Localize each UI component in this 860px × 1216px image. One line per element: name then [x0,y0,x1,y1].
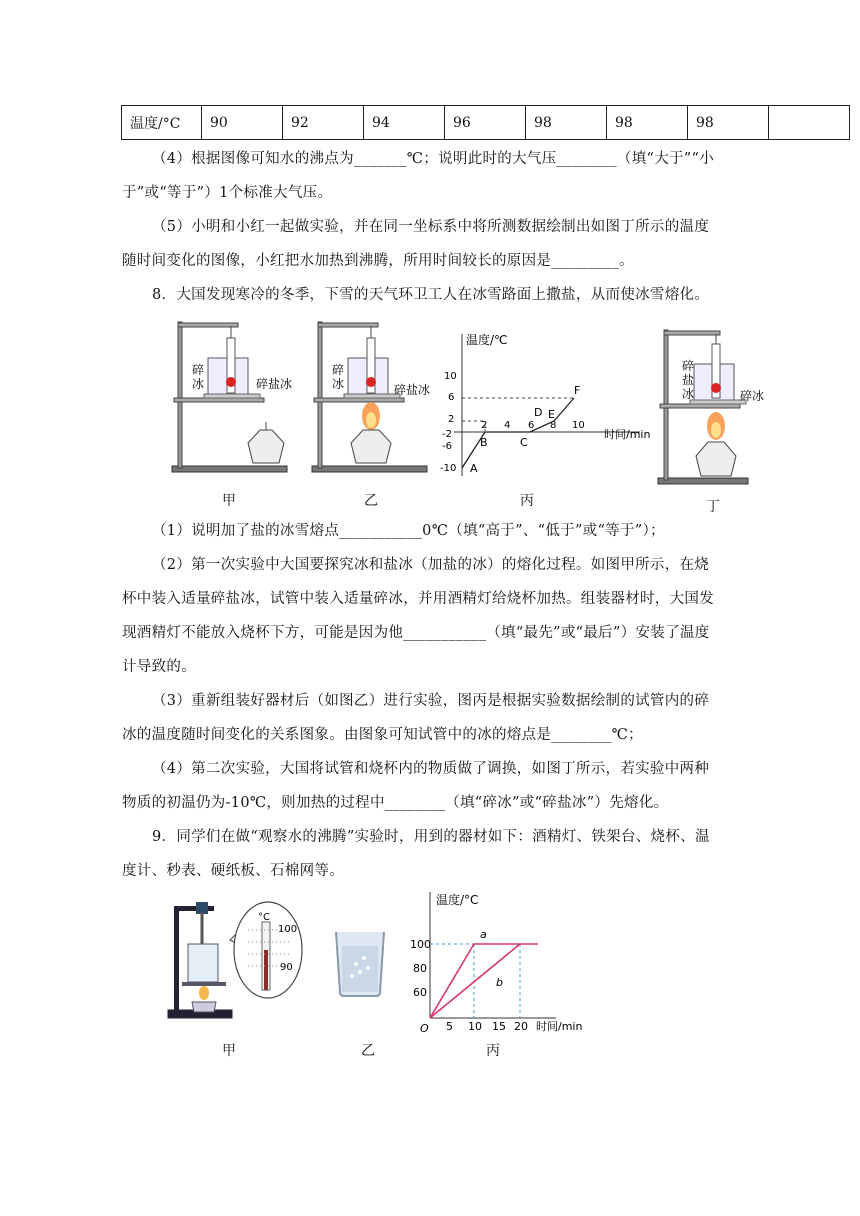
temperature-table [121,105,850,140]
q8-figure-jia [168,318,293,478]
salt-ice-label: 冰 [682,387,695,401]
table-header-cell: 温度/°C [122,106,202,140]
y-tick-label: -2 [442,429,452,440]
table-row [122,106,850,140]
q8-part2-line3: 现酒精灯不能放入烧杯下方，可能是因为他___________（填“最先”或“最后”）安装了温度 [122,625,710,641]
point-label: F [574,384,581,397]
y-tick-label: 2 [448,414,455,425]
x-tick-label: 10 [468,1020,482,1033]
salt-ice-label: 盐 [682,373,695,387]
y-tick-label: 10 [444,371,457,382]
y-tick-label: -6 [442,441,452,452]
x-tick-label: 4 [504,420,511,431]
y-axis-label: 温度/℃ [466,333,508,347]
origin-label: O [420,1022,429,1035]
thermometer-mark-90: 90 [280,962,293,973]
table-cell [769,106,850,140]
y-tick-label: 80 [413,962,427,975]
salt-ice-label: 碎盐冰 [394,383,431,397]
table-cell: 98 [526,106,607,140]
figure-caption: 丁 [706,499,720,515]
table-cell: 96 [445,106,526,140]
y-tick-label: -10 [440,463,457,474]
q8-figure-yi [308,318,433,478]
q8-part4-line2: 物质的初温仍为-10℃，则加热的过程中________（填“碎冰”或“碎盐冰”）先熔化。 [122,795,669,811]
q8-part3-line2: 冰的温度随时间变化的关系图象。由图象可知试管中的冰的熔点是________℃； [122,727,643,743]
q7-part4-line2: 于”或“等于”）1个标准大气压。 [122,185,333,201]
ice-label: 碎冰 [740,389,765,403]
x-tick-label: 8 [550,420,557,431]
figure-caption: 丙 [486,1043,500,1059]
series-label-a: a [480,928,487,941]
q9-figure-yi-beaker [330,928,390,998]
figure-caption: 乙 [361,1043,375,1059]
q9-stem-line1: 9．同学们在做“观察水的沸腾”实验时，用到的器材如下：酒精灯、铁架台、烧杯、温 [152,829,710,845]
salt-ice-label: 碎盐冰 [256,377,293,391]
temperature-curve [462,398,574,468]
ice-label: 碎 [192,363,205,377]
salt-ice-label: 碎 [682,359,695,373]
q7-part4-line1: （4）根据图像可知水的沸点为_______℃；说明此时的大气压________（填“大于”“小 [152,151,715,167]
q8-figure-ding [656,326,765,491]
q8-part1: （1）说明加了盐的冰雪熔点___________0℃（填“高于”、“低于”或“等于”）； [152,523,665,539]
point-label: D [534,406,543,419]
point-label: A [470,462,478,475]
table-cell: 94 [364,106,445,140]
figure-caption: 甲 [222,1043,236,1059]
q8-part3-line1: （3）重新组装好器材后（如图乙）进行实验，图丙是根据实验数据绘制的试管内的碎 [152,693,710,709]
table-cell: 90 [202,106,283,140]
figure-caption: 甲 [222,493,236,509]
point-label: C [520,436,528,449]
ice-label: 冰 [192,377,205,391]
x-axis-label: 时间/min [604,428,651,441]
y-tick-label: 6 [448,392,455,403]
y-tick-label: 100 [410,938,431,951]
curve-a [430,944,538,1018]
q8-part2-line1: （2）第一次实验中大国要探究冰和盐冰（加盐的冰）的熔化过程。如图甲所示，在烧 [152,557,710,573]
q8-part2-line2: 杯中装入适量碎盐冰，试管中装入适量碎冰，并用酒精灯给烧杯加热。组装器材时，大国发 [122,591,714,607]
x-tick-label: 5 [446,1020,453,1033]
q7-part5-line2: 随时间变化的图像，小红把水加热到沸腾，所用时间较长的原因是_________。 [122,253,634,269]
x-tick-label: 2 [481,420,488,431]
figure-caption: 乙 [364,493,378,509]
thermometer-mark-100: 100 [278,924,298,935]
figure-caption: 丙 [520,493,534,509]
ice-label: 碎 [332,363,345,377]
point-label: B [480,436,488,449]
y-axis-label: 温度/°C [436,893,479,907]
q9-stem-line2: 度计、秒表、硬纸板、石棉网等。 [122,863,344,879]
table-cell: 92 [283,106,364,140]
curve-b [430,944,520,1018]
series-label-b: b [496,976,503,989]
x-tick-label: 20 [514,1020,528,1033]
q9-figure-bing-graph [410,888,600,1033]
x-tick-label: 10 [572,420,585,431]
point-label: E [548,408,555,421]
x-tick-label: 6 [528,420,535,431]
ice-label: 冰 [332,377,345,391]
q8-part4-line1: （4）第二次实验，大国将试管和烧杯内的物质做了调换，如图丁所示，若实验中两种 [152,761,710,777]
x-axis-label: 时间/min [536,1020,583,1033]
q8-stem: 8．大国发现寒冷的冬季，下雪的天气环卫工人在冰雪路面上撒盐，从而使冰雪熔化。 [152,287,710,303]
q7-part5-line1: （5）小明和小红一起做实验，并在同一坐标系中将所测数据绘制出如图丁所示的温度 [152,219,710,235]
table-cell: 98 [607,106,688,140]
y-tick-label: 60 [413,986,427,999]
q8-part2-line4: 计导致的。 [122,659,196,675]
q9-figure-jia [160,900,310,1025]
thermometer-unit: °C [258,912,270,923]
table-cell: 98 [688,106,769,140]
q8-figure-bing-graph [440,326,650,486]
x-tick-label: 15 [492,1020,506,1033]
